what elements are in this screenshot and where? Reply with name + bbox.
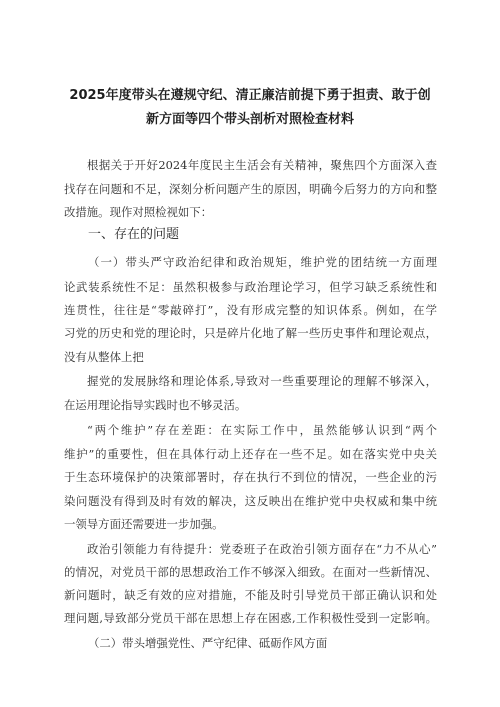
para4-line-4: 理问题,导致部分党员干部在思想上存在困惑,工作积极性受到一定影响。: [64, 611, 437, 625]
para1-line-4: 习党的历史和党的理论时，只是碎片化地了解一些历史事件和理论观点，: [64, 326, 437, 340]
subsection-heading-2: （二）带头增强党性、严守纪律、砥砺作风方面: [88, 636, 328, 650]
para1-line-5: 没有从整体上把: [64, 350, 144, 364]
para4-line-1: 政治引领能力有待提升：党委班子在政治引领方面存在“力不从心”: [87, 542, 437, 556]
para4-line-3: 新问题时，缺乏有效的应对措施，不能及时引导党员干部正确认识和处: [64, 588, 437, 602]
para2-line-1: 握党的发展脉络和理论体系,导致对一些重要理论的理解不够深入，: [87, 374, 437, 388]
para3-line-5: 一领导方面还需要进一步加强。: [64, 517, 224, 531]
document-title-line-2: 新方面等四个带头剖析对照检查材料: [145, 112, 354, 127]
section-heading-problems: 一、存在的问题: [88, 227, 180, 242]
intro-line-1: 根据关于开好2024年度民主生活会有关精神，聚焦四个方面深入查: [87, 158, 437, 172]
para3-line-4: 染问题没有得到及时有效的解决，这反映出在维护党中央权威和集中统: [64, 494, 437, 508]
para2-line-2: 在运用理论指导实践时也不够灵活。: [64, 398, 247, 412]
para4-line-2: 的情况，对党员干部的思想政治工作不够深入细致。在面对一些新情况、: [64, 565, 437, 579]
intro-line-2: 找存在问题和不足，深刻分析问题产生的原因，明确今后努力的方向和整: [64, 182, 437, 196]
para3-line-2: 维护”的重要性，但在具体行动上还存在一些不足。如在落实党中央关: [64, 447, 437, 461]
para3-line-3: 于生态环境保护的决策部署时，存在执行不到位的情况，一些企业的污: [64, 470, 437, 484]
document-title-line-1: 2025年度带头在遵规守纪、清正廉洁前提下勇于担责、敢于创: [69, 88, 431, 103]
para1-line-1: （一）带头严守政治纪律和政治规矩，维护党的团结统一方面理: [88, 255, 437, 269]
para1-line-2: 论武装系统性不足：虽然积极参与政治理论学习，但学习缺乏系统性和: [64, 280, 437, 294]
intro-line-3: 改措施。现作对照检视如下：: [64, 205, 213, 219]
para3-line-1: “两个维护”存在差距：在实际工作中，虽然能够认识到“两个: [87, 423, 437, 437]
para1-line-3: 连贯性，往往是“零敲碎打”，没有形成完整的知识体系。例如，在学: [64, 303, 437, 317]
